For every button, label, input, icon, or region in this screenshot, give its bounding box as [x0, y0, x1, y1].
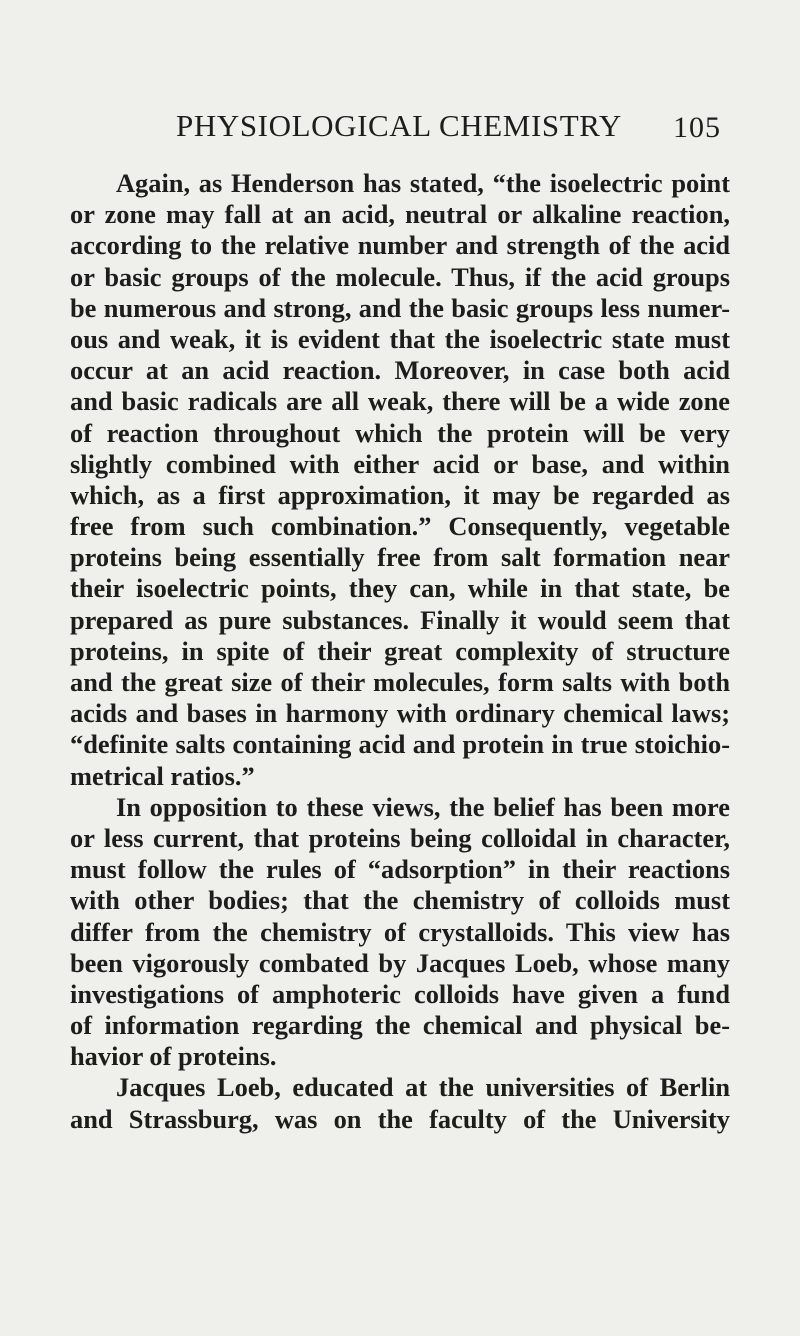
text-line: proteins being essentially free from salt formation near [70, 542, 730, 573]
text-line: differ from the chemistry of crystalloids. This view has [70, 916, 730, 947]
text-line: of information regarding the chemical and physical be- [70, 1010, 730, 1041]
text-line: and Strassburg, was on the faculty of the University [70, 1103, 730, 1134]
text-line: be numerous and strong, and the basic groups less numer- [70, 292, 730, 323]
text-line: which, as a first approximation, it may be regarded as [70, 479, 730, 510]
text-line: ous and weak, it is evident that the isoelectric state must [70, 323, 730, 354]
text-line: occur at an acid reaction. Moreover, in case both acid [70, 355, 730, 386]
text-line: metrical ratios.” [70, 760, 255, 791]
running-title: PHYSIOLOGICAL CHEMISTRY [176, 108, 622, 143]
text-line: and basic radicals are all weak, there will be a wide zone [70, 386, 730, 417]
text-line: or less current, that proteins being colloidal in character, [70, 822, 730, 853]
text-line: with other bodies; that the chemistry of colloids must [70, 885, 730, 916]
text-line: Again, as Henderson has stated, “the isoelectric point [116, 168, 730, 198]
text-line: must follow the rules of “adsorption” in their reactions [70, 854, 730, 885]
page-number: 105 [673, 111, 721, 144]
text-line: havior of proteins. [70, 1041, 277, 1072]
text-line: or basic groups of the molecule. Thus, if the acid groups [70, 261, 730, 292]
text-line: prepared as pure substances. Finally it would seem that [70, 604, 730, 635]
text-line: been vigorously combated by Jacques Loeb, whose many [70, 947, 730, 978]
text-line: their isoelectric points, they can, while in that state, be [70, 573, 730, 604]
text-line: or zone may fall at an acid, neutral or alkaline reaction, [70, 199, 730, 230]
text-line: In opposition to these views, the belief has been more [116, 791, 730, 822]
body-text [70, 168, 730, 1135]
text-line: free from such combination.” Consequently, vegetable [70, 511, 730, 542]
text-line: “definite salts containing acid and protein in true stoichio- [70, 729, 730, 760]
text-line: Jacques Loeb, educated at the universities of Berlin [116, 1072, 730, 1103]
text-line: of reaction throughout which the protein will be very [70, 417, 730, 448]
text-line: investigations of amphoteric colloids have given a fund [70, 978, 730, 1009]
text-line: according to the relative number and strength of the acid [70, 230, 730, 261]
text-line: and the great size of their molecules, form salts with both [70, 667, 730, 697]
text-line: acids and bases in harmony with ordinary chemical laws; [70, 698, 730, 729]
running-head [62, 106, 738, 146]
text-line: proteins, in spite of their great complexity of structure [70, 635, 730, 666]
text-line: slightly combined with either acid or base, and within [70, 448, 730, 479]
